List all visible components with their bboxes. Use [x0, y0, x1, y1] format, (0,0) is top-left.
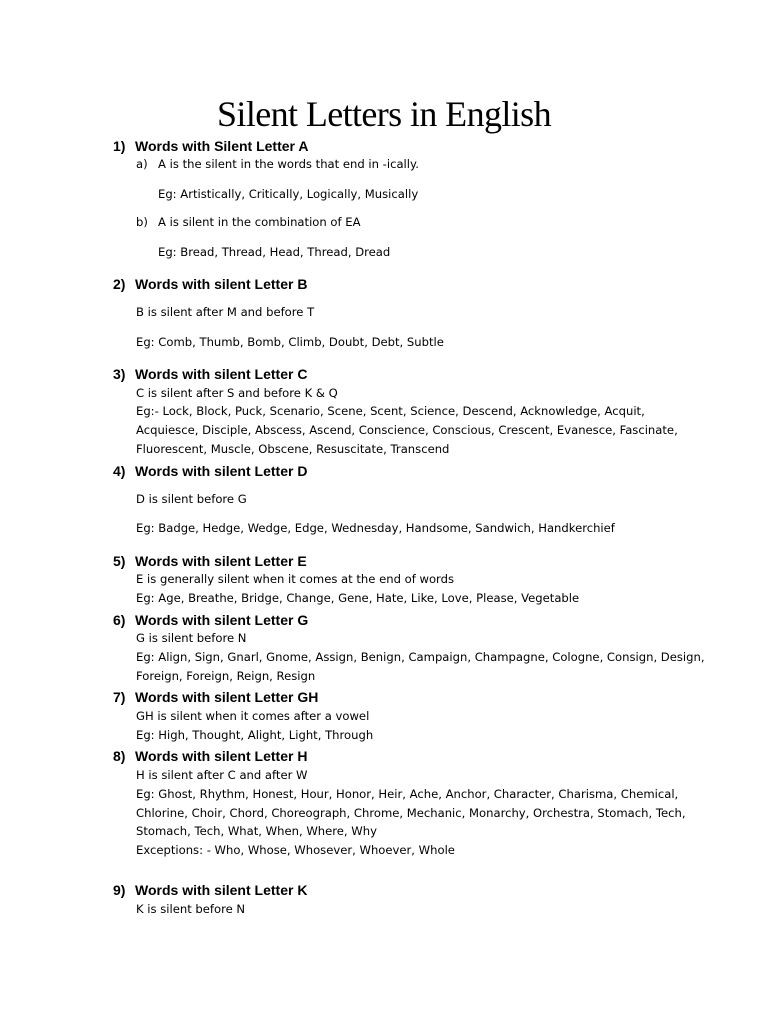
section-heading-a — [113, 137, 308, 155]
example-text: Eg:- Lock, Block, Puck, Scenario, Scene, Scent, Science, Descend, Acknowledge, Acquit, — [136, 404, 645, 418]
section-title: Words with silent Letter D — [135, 463, 308, 479]
section-number: 7) — [113, 689, 126, 705]
example-text: Eg: Ghost, Rhythm, Honest, Hour, Honor, Heir, Ache, Anchor, Character, Charisma, Chemical, — [136, 787, 679, 801]
list-marker-b: b) — [136, 215, 148, 229]
section-title: Words with silent Letter GH — [135, 689, 319, 705]
section-title: Words with silent Letter B — [135, 276, 308, 292]
section-title: Words with silent Letter C — [135, 366, 308, 382]
example-text: Eg: Badge, Hedge, Wedge, Edge, Wednesday, Handsome, Sandwich, Handkerchief — [136, 521, 615, 535]
rule-text: A is the silent in the words that end in -ically. — [158, 157, 419, 171]
example-text: Eg: Comb, Thumb, Bomb, Climb, Doubt, Debt, Subtle — [136, 335, 444, 349]
section-title: Words with silent Letter E — [135, 553, 307, 569]
example-text: Eg: Age, Breathe, Bridge, Change, Gene, Hate, Like, Love, Please, Vegetable — [136, 591, 580, 605]
example-text: Eg: Bread, Thread, Head, Thread, Dread — [158, 245, 391, 259]
example-text: Foreign, Foreign, Reign, Resign — [136, 669, 316, 683]
page-title: Silent Letters in English — [217, 94, 551, 134]
rule-text: K is silent before N — [136, 902, 246, 916]
section-number: 8) — [113, 748, 126, 764]
section-number: 9) — [113, 882, 126, 898]
section-heading-c — [113, 365, 307, 383]
example-text: Chlorine, Choir, Chord, Choreograph, Chrome, Mechanic, Monarchy, Orchestra, Stomach, Tech, — [136, 806, 686, 820]
section-number: 2) — [113, 276, 126, 292]
rule-text: GH is silent when it comes after a vowel — [136, 709, 370, 723]
example-text: Eg: High, Thought, Alight, Light, Through — [136, 728, 374, 742]
rule-text: G is silent before N — [136, 631, 247, 645]
section-number: 3) — [113, 366, 126, 382]
example-text: Stomach, Tech, What, When, Where, Why — [136, 824, 377, 838]
section-heading-g — [113, 611, 308, 629]
rule-text: D is silent before G — [136, 492, 247, 506]
section-heading-b — [113, 275, 307, 293]
example-text: Eg: Align, Sign, Gnarl, Gnome, Assign, Benign, Campaign, Champagne, Cologne, Consign, Design, — [136, 650, 705, 664]
section-title: Words with silent Letter H — [135, 748, 308, 764]
example-text: Eg: Artistically, Critically, Logically, Musically — [158, 187, 419, 201]
rule-text: A is silent in the combination of EA — [158, 215, 361, 229]
section-number: 4) — [113, 463, 126, 479]
section-heading-h — [113, 747, 307, 765]
example-text: Acquiesce, Disciple, Abscess, Ascend, Conscience, Conscious, Crescent, Evanesce, Fascinate, — [136, 423, 678, 437]
section-title: Words with Silent Letter A — [135, 138, 309, 154]
example-text: Fluorescent, Muscle, Obscene, Resuscitate, Transcend — [136, 442, 450, 456]
section-heading-gh — [113, 688, 318, 706]
section-heading-e — [113, 552, 307, 570]
section-number: 1) — [113, 138, 126, 154]
rule-text: H is silent after C and after W — [136, 768, 308, 782]
section-heading-d — [113, 462, 307, 480]
rule-text: C is silent after S and before K & Q — [136, 386, 338, 400]
rule-text: B is silent after M and before T — [136, 305, 315, 319]
section-number: 6) — [113, 612, 126, 628]
section-title: Words with silent Letter K — [135, 882, 308, 898]
section-number: 5) — [113, 553, 126, 569]
exceptions-text: Exceptions: - Who, Whose, Whosever, Whoever, Whole — [136, 843, 455, 857]
list-marker-a: a) — [136, 157, 148, 171]
section-title: Words with silent Letter G — [135, 612, 309, 628]
section-heading-k — [113, 881, 307, 899]
rule-text: E is generally silent when it comes at the end of words — [136, 572, 455, 586]
